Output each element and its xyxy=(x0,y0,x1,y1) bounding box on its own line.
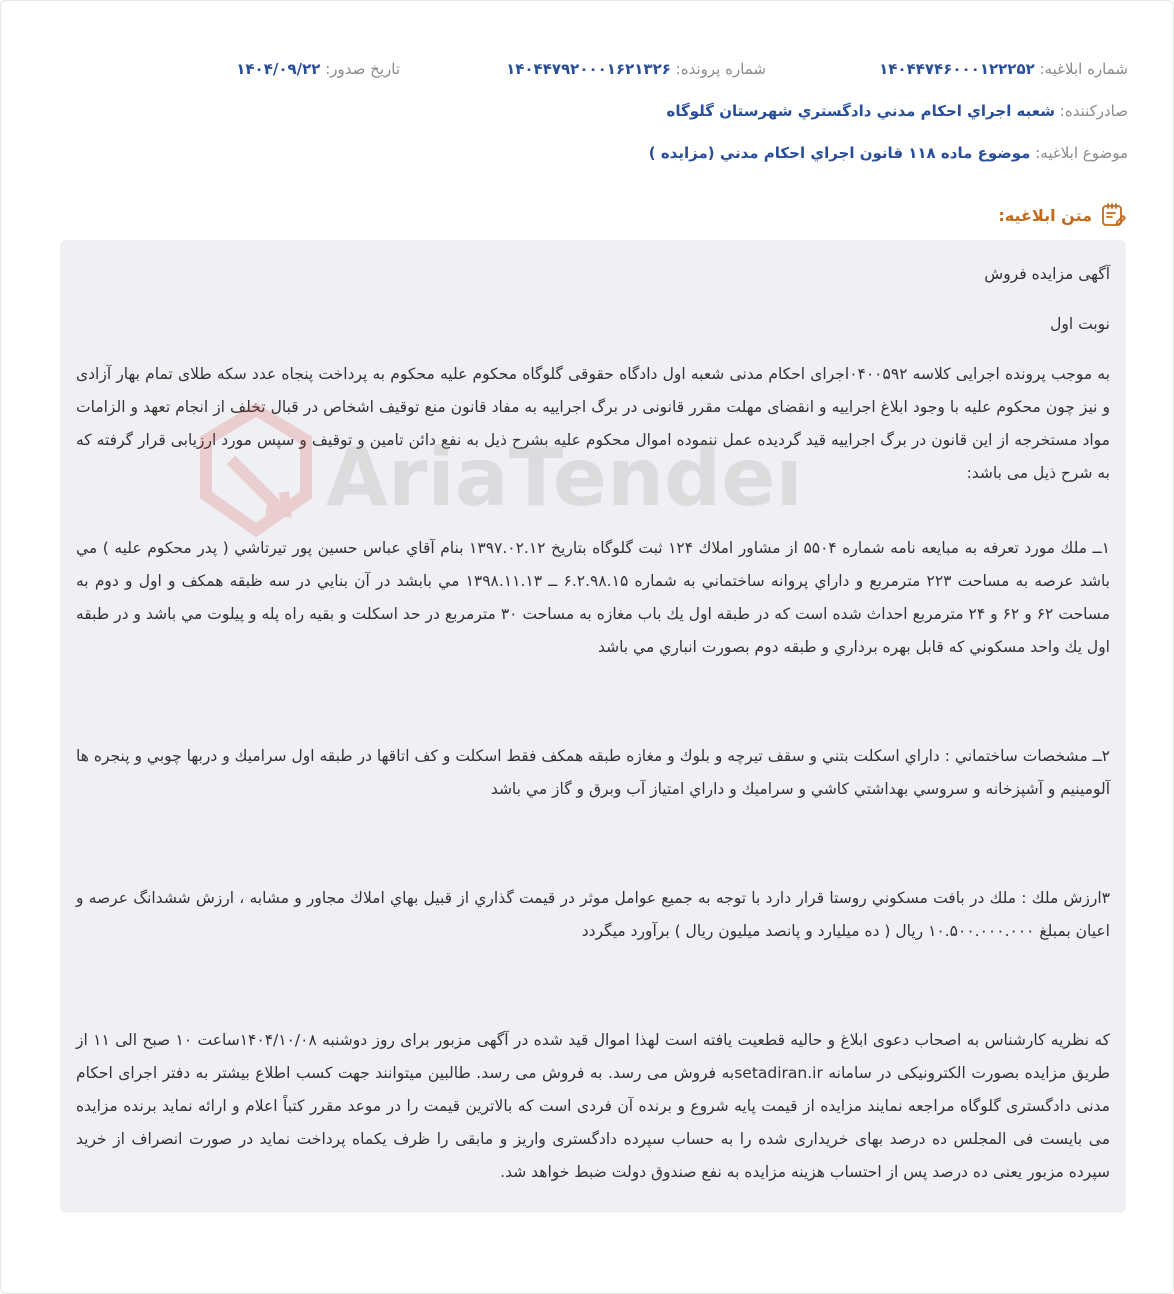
issue-date-label: تاريخ صدور: xyxy=(325,60,400,78)
issuer-label: صادرکننده: xyxy=(1059,102,1128,120)
paragraph-intro: به موجب پرونده اجرایی کلاسه ۰۴۰۰۵۹۲اجرای احکام مدنی شعبه اول دادگاه حقوقی گلوگاه محکوم علیه محکوم به پرداخت پنجاه عدد سکه طلای تمام بهار آزادی و نیز چون محکوم علیه با وجود ابلاغ اجراییه و انقضای مهلت مقرر قانونی در برگ اجراییه به مفاد قانون منع توقیف اشخاص در قبال تخلف از انجام تعهد و الزامات مواد مستخرجه از این قانون در برگ اجراییه قید گردیده عمل ننموده اموال محکوم علیه بشرح ذیل به نفع دائن تامین و توقیف و سپس مورد ارزیابی قرار گرفته که به شرح ذیل می باشد: xyxy=(76,365,1110,482)
issue-date xyxy=(236,58,400,80)
subject-label: موضوع ابلاغيه: xyxy=(1035,144,1128,162)
notice-text-title: متن ابلاغيه: xyxy=(998,205,1092,225)
paragraph-property: ۱ــ ملك مورد تعرفه به مبايعه نامه شماره ۵۵۰۴ از مشاور املاك ۱۲۴ ثبت گلوگاه بتاريخ ۱۳۹۷.۰۲.۱۲ بنام آقاي عباس حسين پور تيرتاشي ( پدر محكوم عليه ) مي باشد عرصه به مساحت ۲۲۳ مترمربع و داراي پروانه ساختماني به شماره ۶.۲.۹۸.۱۵ ــ ۱۳۹۸.۱۱.۱۳ مي بابشد در آن بنايي در سه ظبقه همكف و اول و دوم به مساحت ۶۲ و ۶۲ و ۲۴ مترمربع احداث شده است كه در طبقه اول يك باب مغازه به مساحت ۳۰ مترمربع در حد اسكلت و بقيه راه پله و پيلوت مي باشد و در طبقه اول يك واحد مسكوني كه قابل بهره برداري و طبقه دوم بصورت انباري مي باشد xyxy=(76,539,1111,656)
issue-date-value: ۱۴۰۴/۰۹/۲۲ xyxy=(236,60,321,78)
notice-number-value: ۱۴۰۴۴۷۴۶۰۰۰۱۲۲۲۵۲ xyxy=(879,60,1035,78)
notice-number xyxy=(879,58,1128,80)
paragraph-auction-terms: که نظریه کارشناس به اصحاب دعوی ابلاغ و حالیه قطعیت یافته است لهذا اموال قید شده در آگهی مزبور برای روز دوشنبه ۱۴۰۴/۱۰/۰۸ساعت ۱۰ صبح الی ۱۱ از طریق مزایده بصورت الکترونیکی در سامانه setadiran.irبه فروش می رسد. به فروش می رسد. طالبین میتوانند جهت کسب اطلاع بیشتر به دفتر اجرای احکام مدنی دادگستری گلوگاه مراجعه نمایند مزایده از قیمت پایه شروع و برنده آن فردی است که بالاترین قیمت را در موعد مقرر کتباً اعلام و ارائه نماید برنده مزایده می بایست فی المجلس ده درصد بهای خریداری شده را به حساب سپرده دادگستری واریز و مابقی را ظرف یکماه پرداخت نماید در صورت انصراف از خرید سپرده مزبور یعنی ده درصد پس از احتساب هزینه مزایده به نفع صندوق دولت ضبط خواهد شد. xyxy=(76,1031,1111,1181)
issuer-value: شعبه اجراي احكام مدني دادگستري شهرستان گلوگاه xyxy=(666,102,1055,120)
case-number-label: شماره پرونده: xyxy=(675,60,766,78)
notice-number-label: شماره ابلاغيه: xyxy=(1039,60,1128,78)
subject-row xyxy=(40,142,1128,164)
notice-text-heading xyxy=(998,202,1126,228)
note-icon xyxy=(1100,202,1126,228)
subject-value: موضوع ماده ۱۱۸ قانون اجراي احكام مدني (مزايده ) xyxy=(648,144,1031,162)
case-number-value: ۱۴۰۴۴۷۹۲۰۰۰۱۶۲۱۳۲۶ xyxy=(506,60,671,78)
notice-body xyxy=(60,240,1126,1213)
paragraph-valuation: ۳ارزش ملك : ملك در بافت مسكوني روستا قرار دارد با توجه به جميع عوامل موثر در قيمت گذاري از قبيل بهاي املاك مجاور و مشابه ، ارزش ششدانگ عرصه و اعيان بمبلغ ۱۰.۵۰۰.۰۰۰.۰۰۰ ريال ( ده ميليارد و پانصد ميليون ريال ) برآورد ميگردد xyxy=(76,889,1110,940)
auction-title: آگهی مزایده فروش xyxy=(984,265,1110,283)
case-number xyxy=(506,58,766,80)
notice-meta-row xyxy=(40,58,1128,80)
paragraph-building-specs: ۲ــ مشخصات ساختماني : داراي اسكلت بتني و سقف تيرچه و بلوك و مغازه طبقه همكف فقط اسكلت و كف اتاقها در طبقه اول سراميك و دربها چوبي و پنجره ها آلومينيم و آشپزخانه و سروسي بهداشتي كاشي و سراميك و داراي امتياز آب وبرق و گاز مي باشد xyxy=(76,747,1110,798)
issuer-row xyxy=(40,100,1128,122)
auction-round: نوبت اول xyxy=(1050,315,1110,333)
watermark-text: AriaTender xyxy=(326,431,796,524)
